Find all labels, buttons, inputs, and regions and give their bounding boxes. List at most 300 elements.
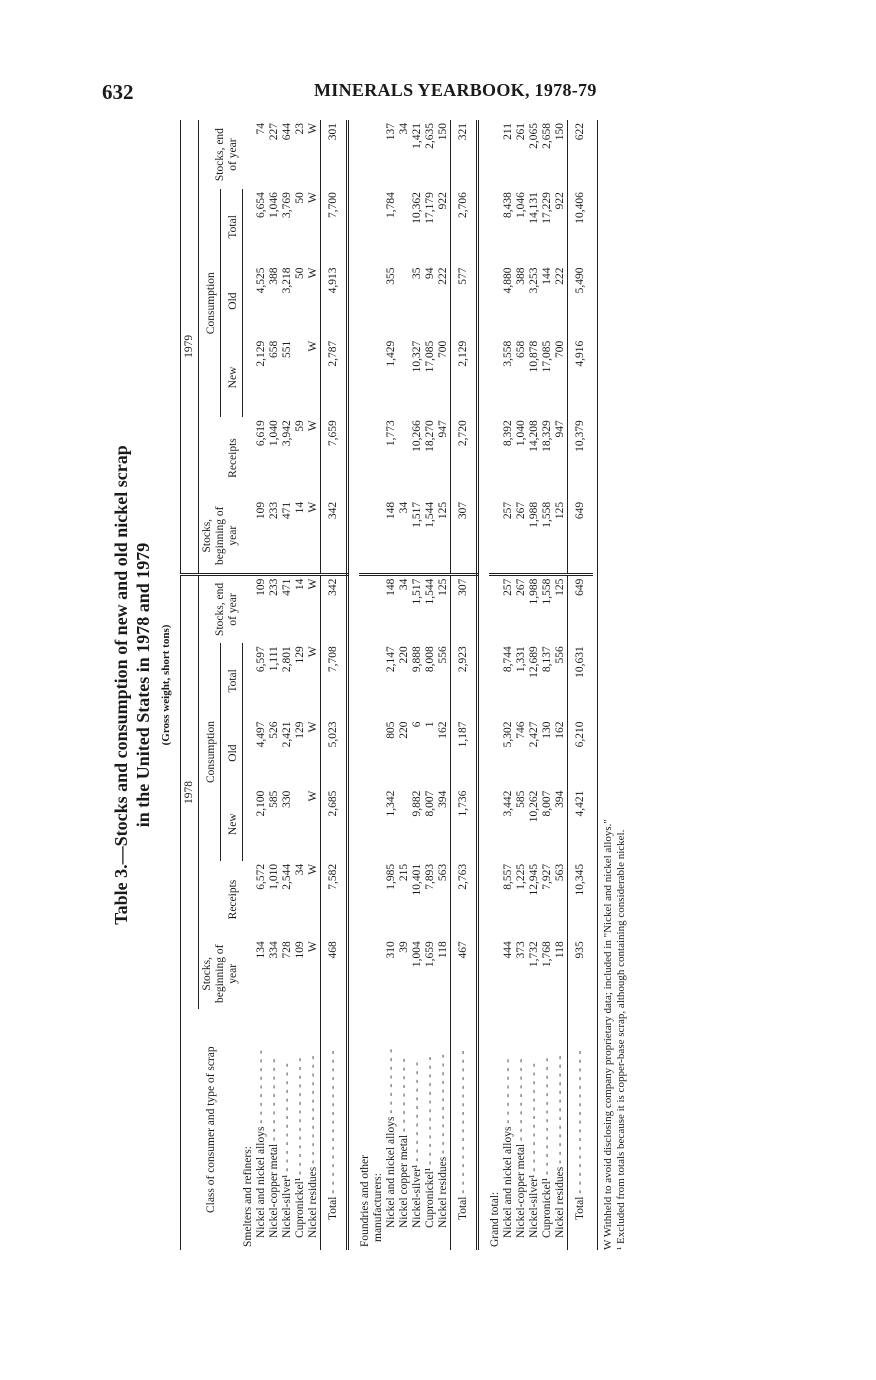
value-cell: 130 xyxy=(541,721,553,739)
row-label-cell xyxy=(502,1009,515,1250)
total-row xyxy=(321,120,348,1250)
leader-dots: - - - - - - - - - - - - - - xyxy=(294,1056,306,1175)
row-label-cell xyxy=(307,1009,321,1250)
value-cell: 444 xyxy=(502,941,514,959)
value-cell: 10,379 xyxy=(568,417,594,499)
empty-cell xyxy=(489,788,502,861)
value-cell: 2,923 xyxy=(451,643,478,718)
value-cell: 1,773 xyxy=(385,420,397,447)
leader-dots: - - - - - - - - - - - - - - - - - xyxy=(574,1049,586,1194)
empty-cell xyxy=(242,574,255,643)
table-title xyxy=(110,120,154,1250)
value-cell: 2,787 xyxy=(321,338,348,418)
row-label-cell xyxy=(294,1009,307,1250)
value-cell: 2,763 xyxy=(451,861,478,938)
value-cell: 563 xyxy=(554,863,566,882)
empty-cell xyxy=(359,861,372,938)
empty-cell xyxy=(372,417,385,499)
value-cell: 8,007 xyxy=(424,790,436,817)
value-cell: 1,331 xyxy=(515,646,527,673)
value-cell: 233 xyxy=(268,574,281,643)
value-cell: 5,490 xyxy=(568,264,594,337)
value-cell: 585 xyxy=(268,790,280,808)
table-row xyxy=(424,120,437,1250)
footnotes xyxy=(602,120,628,1250)
value-cell: 267 xyxy=(515,501,527,520)
table-row xyxy=(307,120,321,1250)
value-cell: 8,008 xyxy=(424,646,436,673)
data-table xyxy=(180,120,598,1250)
value-cell: 2,427 xyxy=(528,721,540,748)
value-cell xyxy=(398,417,411,499)
bottom-rule xyxy=(593,120,598,1250)
row-label: Cupronickel¹ xyxy=(424,1167,436,1228)
value-cell: 222 xyxy=(554,267,566,285)
value-cell: 129 xyxy=(294,721,306,739)
value-cell: 59 xyxy=(294,420,306,432)
row-label-cell xyxy=(541,1009,554,1250)
spacer-row xyxy=(348,120,360,1250)
value-cell: 310 xyxy=(385,941,397,959)
value-cell: 215 xyxy=(398,863,410,882)
row-label: Nickel-copper metal xyxy=(268,1143,280,1238)
row-label-cell xyxy=(398,1009,411,1250)
leader-dots: - - - - - - - - xyxy=(502,1057,514,1124)
table-row xyxy=(294,120,307,1250)
footnote-1: ¹ Excluded from totals because it is copper-base scrap, although containing considerable nickel. xyxy=(615,829,627,1250)
value-cell: 261 xyxy=(515,123,527,141)
empty-cell xyxy=(372,719,385,788)
value-cell: 220 xyxy=(398,721,410,739)
row-label: Nickel-copper metal xyxy=(515,1143,527,1238)
value-cell: 2,720 xyxy=(451,417,478,499)
spacer-cell xyxy=(478,120,490,1250)
leader-dots: - - - - - - - - - - - - - xyxy=(281,1062,293,1172)
value-cell xyxy=(398,264,411,337)
value-cell: 1,187 xyxy=(451,719,478,788)
empty-cell xyxy=(242,861,255,938)
total-row xyxy=(451,120,478,1250)
value-cell: 7,708 xyxy=(321,643,348,718)
empty-cell xyxy=(242,938,255,1009)
value-cell: 1,517 xyxy=(411,501,423,528)
total-label-cell xyxy=(568,1009,594,1250)
value-cell: 8,392 xyxy=(502,420,514,447)
value-cell: 4,497 xyxy=(255,721,267,748)
row-label: Nickel residues xyxy=(307,1166,319,1238)
value-cell: 649 xyxy=(568,499,594,574)
value-cell: 125 xyxy=(437,501,449,520)
rotated-table-block xyxy=(108,120,708,1250)
section-title: Grand total: xyxy=(489,1191,501,1247)
row-label-cell xyxy=(424,1009,437,1250)
value-cell: 334 xyxy=(268,941,280,959)
value-cell: W xyxy=(307,790,319,802)
value-cell: 109 xyxy=(255,574,268,643)
value-cell: 220 xyxy=(398,646,410,664)
value-cell: 1,040 xyxy=(515,420,527,447)
row-label: Nickel and nickel alloys xyxy=(385,1116,397,1228)
value-cell: 1,004 xyxy=(411,941,423,968)
row-label: Nickel-silver¹ xyxy=(528,1174,540,1238)
value-cell: 14 xyxy=(294,574,307,643)
value-cell: 644 xyxy=(281,123,293,141)
value-cell: 471 xyxy=(281,574,294,643)
empty-cell xyxy=(372,499,385,574)
leader-dots: - - - - - - - - - - - - - - - - - xyxy=(457,1049,469,1194)
value-cell: 34 xyxy=(398,501,410,514)
value-cell: 342 xyxy=(321,574,348,643)
value-cell: 658 xyxy=(515,340,527,358)
value-cell: 746 xyxy=(515,721,527,739)
leader-dots: - - - - - - - - - - - - - xyxy=(528,1062,540,1172)
table-row xyxy=(411,120,424,1250)
table-body xyxy=(242,120,598,1250)
table-row xyxy=(268,120,281,1250)
value-cell: 1,784 xyxy=(385,192,397,219)
value-cell: 257 xyxy=(502,501,514,520)
value-cell: 2,100 xyxy=(255,790,267,817)
empty-cell xyxy=(372,120,385,189)
bottom-rule-row xyxy=(593,120,598,1250)
value-cell: 1,985 xyxy=(385,863,397,890)
empty-cell xyxy=(242,264,255,337)
value-cell: 2,658 xyxy=(541,123,553,149)
empty-cell xyxy=(242,788,255,861)
empty-cell xyxy=(242,120,255,189)
value-cell: 1,659 xyxy=(424,941,436,968)
value-cell: 23 xyxy=(294,123,306,135)
value-cell: 3,942 xyxy=(281,420,293,447)
value-cell: 109 xyxy=(255,501,267,520)
value-cell: 1,225 xyxy=(515,863,527,890)
empty-cell xyxy=(372,574,385,643)
empty-cell xyxy=(489,189,502,264)
class-column-header: Class of consumer and type of scrap xyxy=(181,1009,243,1250)
table-row xyxy=(385,120,398,1250)
value-cell: 10,262 xyxy=(528,790,540,823)
row-label: Cupronickel¹ xyxy=(541,1177,553,1238)
row-label-cell xyxy=(437,1009,451,1250)
value-cell: W xyxy=(307,340,319,352)
table-row xyxy=(554,120,568,1250)
value-cell: 922 xyxy=(437,192,449,210)
total-label: Total xyxy=(574,1196,586,1220)
leader-dots: - - - - - - - - - - - - - xyxy=(307,1054,319,1164)
stocks-end-header-1978: Stocks, end of year xyxy=(199,574,243,643)
value-cell: 388 xyxy=(515,267,527,285)
spacer-row xyxy=(478,120,490,1250)
row-label-cell xyxy=(281,1009,294,1250)
consumption-header-1979: Consumption xyxy=(199,189,221,417)
section-header-row xyxy=(359,120,372,1250)
table-title-line1: Table 3.—Stocks and consumption of new and old nickel scrap xyxy=(111,445,131,925)
value-cell: 935 xyxy=(568,938,594,1009)
table-row xyxy=(528,120,541,1250)
value-cell xyxy=(398,788,411,861)
section-title: Foundries and other xyxy=(359,1155,371,1247)
value-cell: 14,208 xyxy=(528,420,540,452)
value-cell: 8,557 xyxy=(502,863,514,890)
value-cell: 7,582 xyxy=(321,861,348,938)
leader-dots: - - - - - - - - xyxy=(385,1047,397,1114)
value-cell: 1,732 xyxy=(528,941,540,968)
value-cell: 7,659 xyxy=(321,417,348,499)
section-title-line2: manufacturers: xyxy=(372,1173,384,1242)
value-cell: W xyxy=(307,501,319,513)
value-cell: 3,442 xyxy=(502,790,514,817)
value-cell: 150 xyxy=(554,123,566,141)
leader-dots: - - - - - - - - - xyxy=(255,1049,267,1124)
value-cell: 526 xyxy=(268,721,280,739)
value-cell: 222 xyxy=(437,267,449,285)
value-cell: 10,345 xyxy=(568,861,594,938)
empty-cell xyxy=(359,120,372,189)
value-cell: 34 xyxy=(398,574,411,643)
empty-cell xyxy=(359,189,372,264)
value-cell: 10,406 xyxy=(568,189,594,264)
value-cell: 4,913 xyxy=(321,264,348,337)
value-cell xyxy=(398,338,411,418)
row-label-cell xyxy=(515,1009,528,1250)
value-cell: 3,218 xyxy=(281,267,293,294)
value-cell: 14 xyxy=(294,501,306,514)
value-cell: 3,558 xyxy=(502,340,514,367)
year-1979-header: 1979 xyxy=(181,120,199,574)
value-cell: 556 xyxy=(554,646,566,664)
empty-cell xyxy=(242,417,255,499)
page-number: 632 xyxy=(102,80,134,104)
table-row xyxy=(502,120,515,1250)
stocks-end-header-1979: Stocks, end of year xyxy=(214,128,239,182)
table-title-line2: in the United States in 1978 and 1979 xyxy=(133,542,153,828)
row-label: Nickel residues xyxy=(554,1166,566,1238)
empty-cell xyxy=(489,938,502,1009)
total-row xyxy=(568,120,594,1250)
row-label: Nickel and nickel alloys xyxy=(502,1126,514,1238)
value-cell: 2,147 xyxy=(385,646,397,673)
value-cell: 129 xyxy=(294,646,306,664)
value-cell: 8,438 xyxy=(502,192,514,219)
stocks-begin-header-1978: Stocks, beginning of year xyxy=(201,944,239,1004)
value-cell: 12,945 xyxy=(528,863,540,896)
value-cell: 144 xyxy=(541,267,553,285)
value-cell: 118 xyxy=(437,941,449,959)
value-cell: 556 xyxy=(437,646,449,664)
row-label: Nickel and nickel alloys xyxy=(255,1126,267,1238)
value-cell: 2,129 xyxy=(451,338,478,418)
table-row xyxy=(398,120,411,1250)
value-cell: 10,266 xyxy=(411,420,423,452)
value-cell: 3,769 xyxy=(281,192,293,219)
value-cell: W xyxy=(307,646,319,658)
value-cell: 6,597 xyxy=(255,646,267,673)
leader-dots: - - - - - - - - - - - - - xyxy=(424,1055,436,1165)
value-cell: 947 xyxy=(437,420,449,438)
table-row xyxy=(515,120,528,1250)
empty-cell xyxy=(359,499,372,574)
value-cell: 34 xyxy=(294,863,306,876)
value-cell: 109 xyxy=(294,941,306,959)
value-cell: 134 xyxy=(255,941,267,959)
empty-cell xyxy=(489,861,502,938)
value-cell: 7,927 xyxy=(541,863,553,890)
empty-cell xyxy=(359,788,372,861)
empty-cell xyxy=(242,499,255,574)
value-cell: 18,270 xyxy=(424,420,436,452)
value-cell: 355 xyxy=(385,267,397,285)
value-cell: 35 xyxy=(411,267,423,279)
data-table-wrapper xyxy=(180,120,628,1250)
value-cell: 9,882 xyxy=(411,790,423,817)
receipts-header-1979: Receipts xyxy=(227,438,239,478)
value-cell: 12,689 xyxy=(528,646,540,678)
value-cell: 1,768 xyxy=(541,941,553,968)
value-cell: 1 xyxy=(424,721,436,728)
empty-cell xyxy=(372,264,385,337)
value-cell: 125 xyxy=(554,574,568,643)
value-cell: 4,880 xyxy=(502,267,514,294)
row-label: Nickel residues xyxy=(437,1156,449,1228)
value-cell: 563 xyxy=(437,863,449,882)
row-label-cell xyxy=(554,1009,568,1250)
table-row xyxy=(281,120,294,1250)
value-cell: 211 xyxy=(502,123,514,140)
value-cell: 10,362 xyxy=(411,192,423,224)
empty-cell xyxy=(359,643,372,718)
empty-cell xyxy=(489,120,502,189)
value-cell: 1,040 xyxy=(268,420,280,447)
empty-cell xyxy=(242,719,255,788)
empty-cell xyxy=(489,417,502,499)
value-cell: 17,229 xyxy=(541,192,553,224)
value-cell: 468 xyxy=(321,938,348,1009)
empty-cell xyxy=(359,338,372,418)
value-cell: 257 xyxy=(502,574,515,643)
empty-cell xyxy=(242,338,255,418)
value-cell: 1,046 xyxy=(268,192,280,219)
value-cell: W xyxy=(307,721,319,733)
value-cell: 6,654 xyxy=(255,192,267,219)
empty-cell xyxy=(489,338,502,418)
value-cell: 148 xyxy=(385,501,397,520)
value-cell: 14,131 xyxy=(528,192,540,224)
value-cell: 2,685 xyxy=(321,788,348,861)
value-cell: 1,010 xyxy=(268,863,280,890)
value-cell: 551 xyxy=(281,340,293,358)
value-cell: 5,302 xyxy=(502,721,514,748)
value-cell: 50 xyxy=(294,192,306,204)
value-cell: 50 xyxy=(294,267,306,279)
value-cell: W xyxy=(307,267,319,279)
value-cell: 649 xyxy=(568,574,594,643)
value-cell: 1,111 xyxy=(268,646,280,672)
section-header-row xyxy=(489,120,502,1250)
value-cell: 8,007 xyxy=(541,790,553,817)
value-cell: 6 xyxy=(411,721,423,728)
value-cell: 10,401 xyxy=(411,863,423,896)
row-label: Cupronickel¹ xyxy=(294,1177,306,1238)
table-row xyxy=(437,120,451,1250)
table-subtitle: (Gross weight, short tons) xyxy=(160,624,172,746)
value-cell: 74 xyxy=(255,123,267,135)
value-cell: 1,046 xyxy=(515,192,527,219)
value-cell: 1,736 xyxy=(451,788,478,861)
value-cell: 9,888 xyxy=(411,646,423,673)
row-label: Nickel-silver¹ xyxy=(411,1164,423,1228)
value-cell: 10,327 xyxy=(411,340,423,373)
empty-cell xyxy=(359,574,372,643)
empty-cell xyxy=(359,264,372,337)
old-header-1978: Old xyxy=(220,719,242,788)
row-label: Nickel copper metal xyxy=(398,1134,410,1228)
value-cell: 805 xyxy=(385,721,397,739)
value-cell: 118 xyxy=(554,941,566,959)
value-cell: 1,988 xyxy=(528,501,540,528)
row-label-cell xyxy=(255,1009,268,1250)
value-cell: 17,085 xyxy=(424,340,436,373)
value-cell: 233 xyxy=(268,501,280,520)
value-cell: 1,421 xyxy=(411,123,423,149)
value-cell: 8,137 xyxy=(541,646,553,673)
value-cell: 2,706 xyxy=(451,189,478,264)
value-cell: 162 xyxy=(437,721,449,739)
new-header-1979: New xyxy=(220,338,242,418)
value-cell: 150 xyxy=(437,123,449,141)
value-cell: W xyxy=(307,941,319,953)
value-cell: 6,210 xyxy=(568,719,594,788)
value-cell: 7,700 xyxy=(321,189,348,264)
total-label: Total xyxy=(457,1196,469,1220)
total-label-cell xyxy=(321,1009,348,1250)
leader-dots: - - - - - - - - - - - - - - - - - xyxy=(327,1049,339,1194)
value-cell: 1,342 xyxy=(385,790,397,817)
value-cell: 700 xyxy=(554,340,566,358)
leader-dots: - - - - - - - - - xyxy=(398,1057,410,1132)
spacer-cell xyxy=(348,120,360,1250)
empty-cell xyxy=(242,643,255,718)
value-cell: 227 xyxy=(268,123,280,141)
section-header-row-2 xyxy=(372,120,385,1250)
value-cell: 2,129 xyxy=(255,340,267,367)
value-cell: 2,801 xyxy=(281,646,293,673)
total-header-1978: Total xyxy=(220,643,242,718)
empty-cell xyxy=(359,719,372,788)
value-cell: W xyxy=(307,123,319,134)
value-cell: 4,421 xyxy=(568,788,594,861)
value-cell: 1,558 xyxy=(541,574,554,643)
leader-dots: - - - - - - - - - - - - - - xyxy=(541,1056,553,1175)
value-cell: 6,619 xyxy=(255,420,267,447)
empty-cell xyxy=(489,643,502,718)
value-cell: 125 xyxy=(437,574,451,643)
value-cell: 922 xyxy=(554,192,566,210)
value-cell xyxy=(294,338,307,418)
value-cell: 394 xyxy=(437,790,449,808)
value-cell xyxy=(294,788,307,861)
value-cell: 137 xyxy=(385,123,397,141)
empty-cell xyxy=(372,189,385,264)
year-1978-header: 1978 xyxy=(181,574,199,1009)
value-cell: 622 xyxy=(568,120,594,189)
value-cell: 1,988 xyxy=(528,574,541,643)
row-label-cell xyxy=(385,1009,398,1250)
empty-cell xyxy=(372,643,385,718)
total-label-cell xyxy=(451,1009,478,1250)
value-cell: 321 xyxy=(451,120,478,189)
value-cell: 700 xyxy=(437,340,449,358)
stocks-begin-header-1979: Stocks, beginning of year xyxy=(201,506,239,565)
